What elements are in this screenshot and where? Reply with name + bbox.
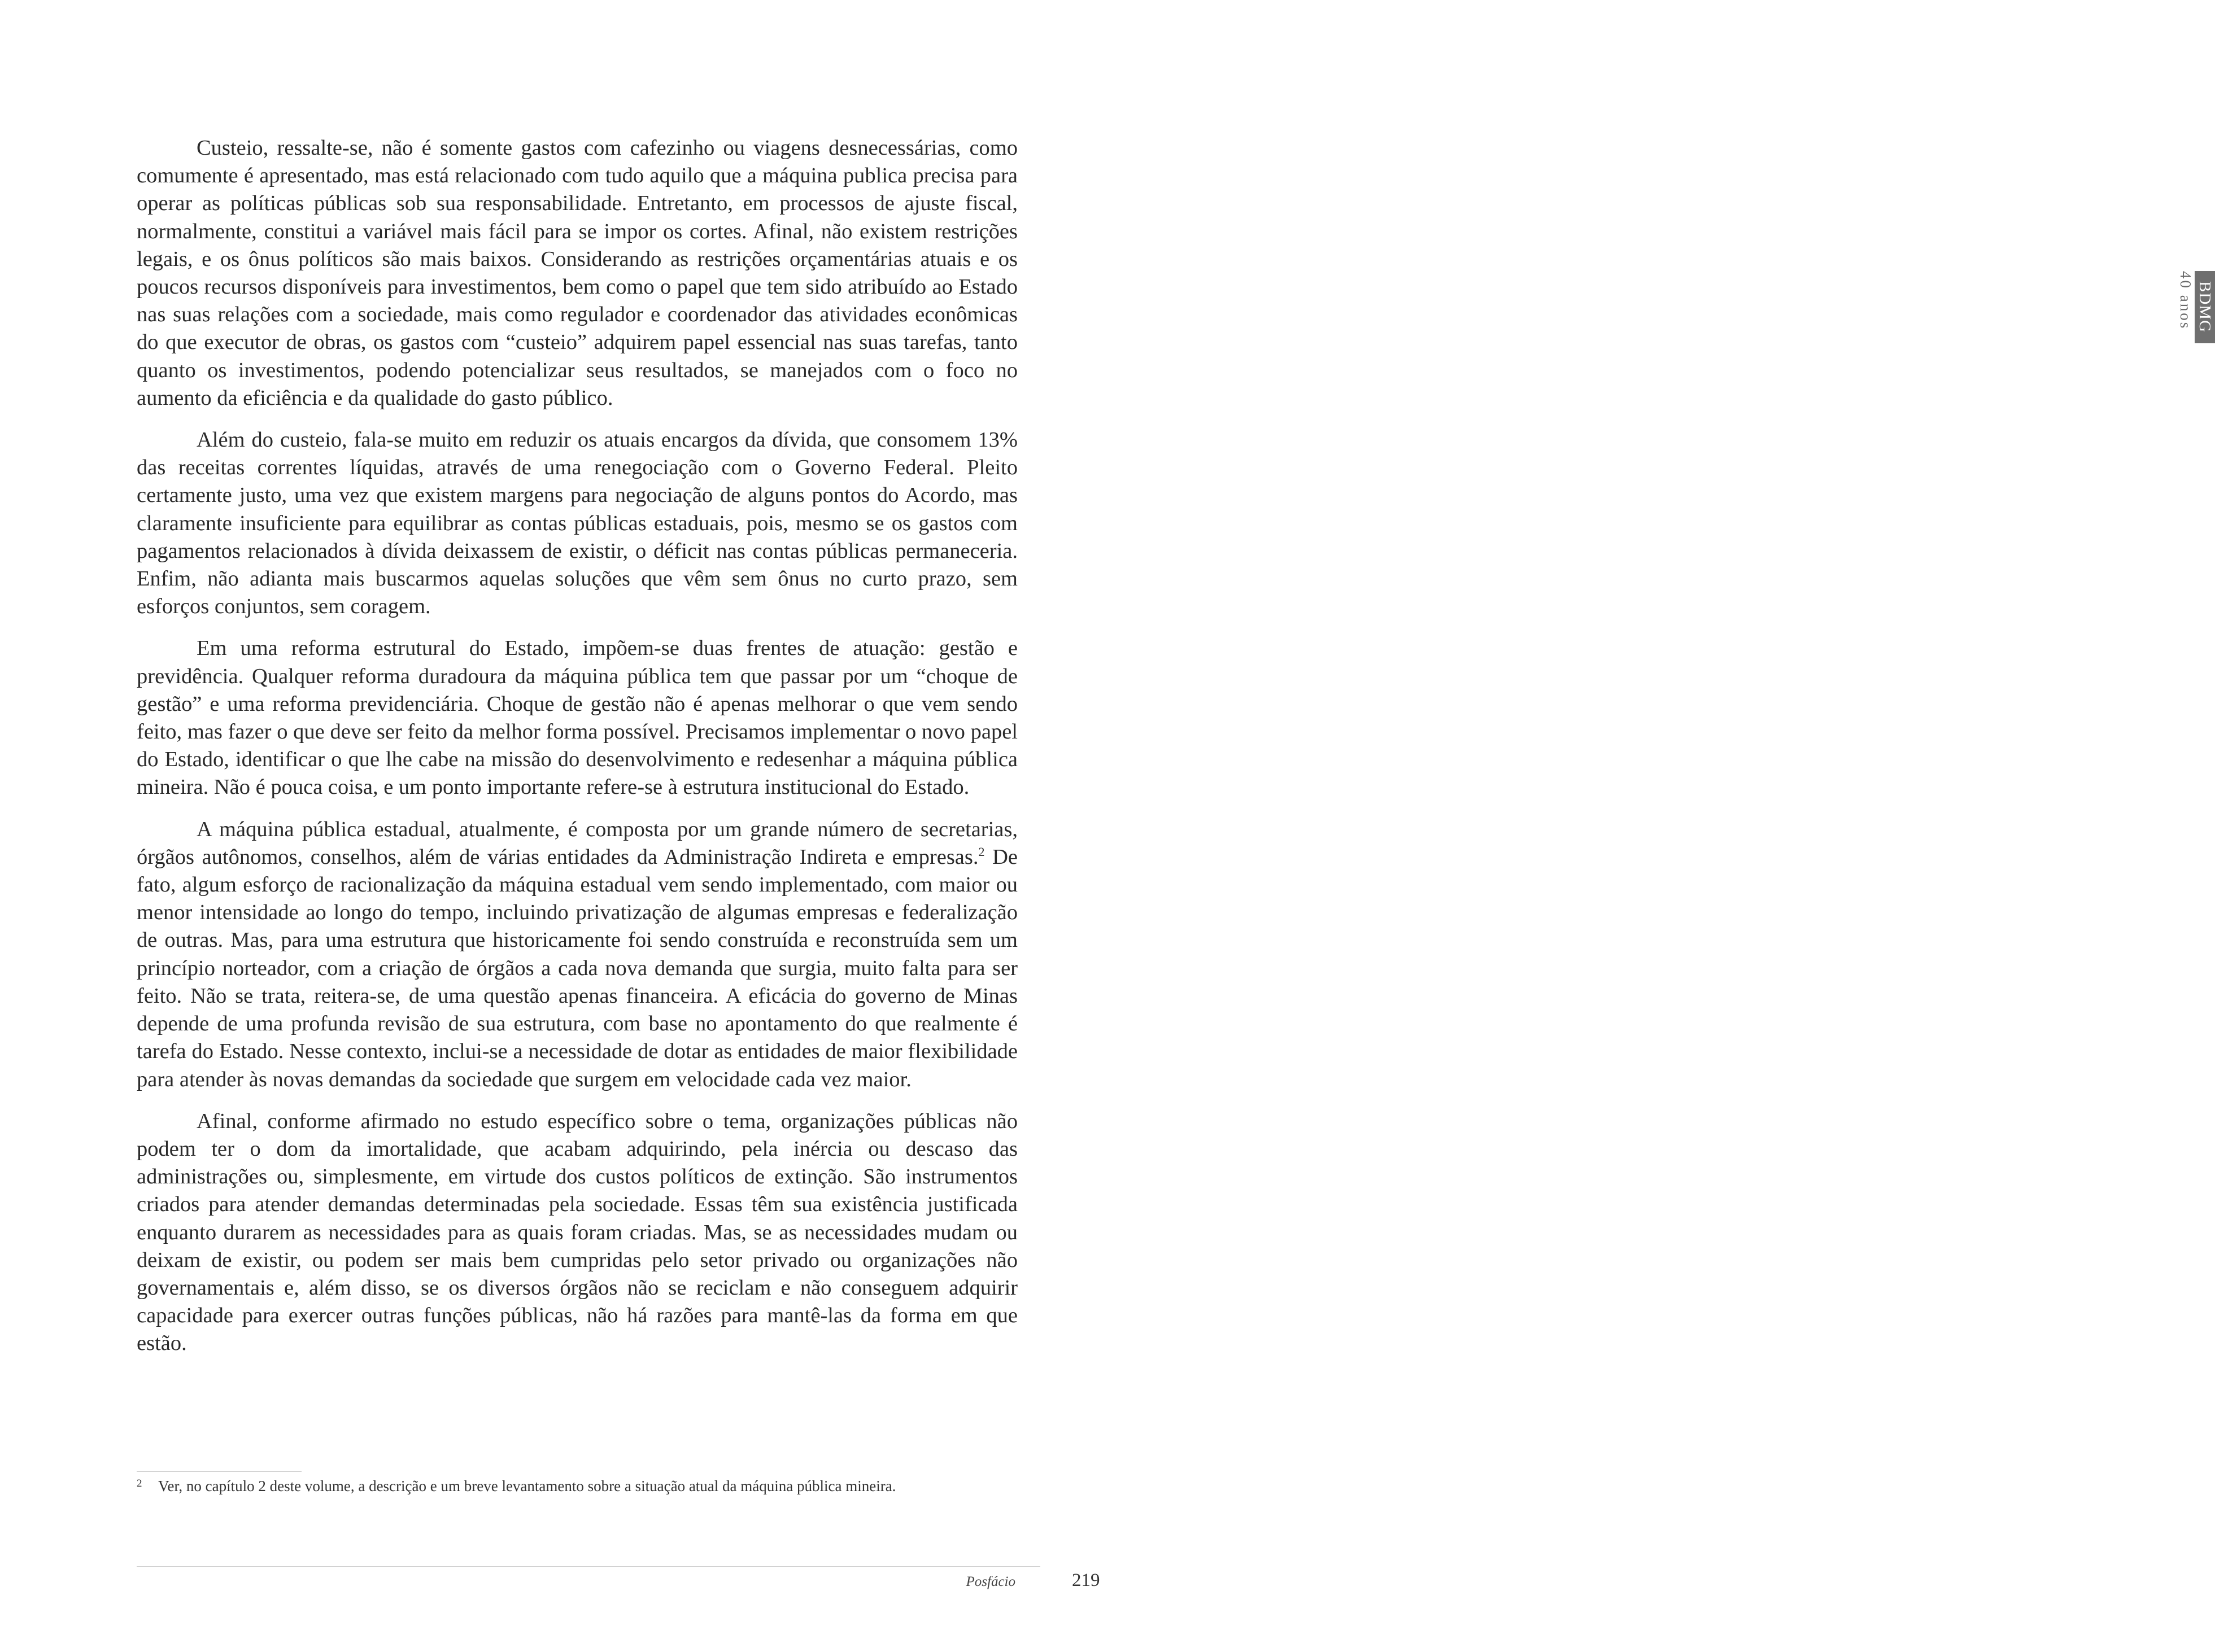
footnote-divider [137, 1471, 302, 1472]
body-text [137, 134, 1018, 1372]
anniversary-label: 40 anos [2177, 271, 2194, 330]
footnote-text: Ver, no capítulo 2 deste volume, a descrição e um breve levantamento sobre a situação atual da máquina pública mineira. [158, 1478, 896, 1494]
paragraph-4 [137, 816, 1018, 1094]
paragraph-4-text-before-note: A máquina pública estadual, atualmente, é composta por um grande número de secretarias, órgãos autônomos, conselhos, além de várias entidades da Administração Indireta e empresas. [137, 817, 1018, 869]
paragraph-3: Em uma reforma estrutural do Estado, impõem-se duas frentes de atuação: gestão e previdência. Qualquer reforma duradoura da máquina pública tem que passar por um “choque de gestão” e uma reforma previdenciária. Choque de gestão não é apenas melhorar o que vem sendo feito, mas fazer o que deve ser feito da melhor forma possível. Precisamos implementar o novo papel do Estado, identificar o que lhe cabe na missão do desenvolvimento e redesenhar a máquina pública mineira. Não é pouca coisa, e um ponto importante refere-se à estrutura institucional do Estado. [137, 636, 1018, 799]
running-head: Posfácio [966, 1574, 1015, 1589]
footnote [137, 1476, 1018, 1496]
brand-badge: BDMG [2195, 271, 2215, 343]
footer-divider [137, 1566, 1040, 1567]
footnote-reference[interactable]: 2 [978, 845, 985, 859]
paragraph-1: Custeio, ressalte-se, não é somente gastos com cafezinho ou viagens desnecessárias, como comumente é apresentado, mas está relacionado com tudo aquilo que a máquina publica precisa para operar as políticas públicas sob sua responsabilidade. Entretanto, em processos de ajuste fiscal, normalmente, constitui a variável mais fácil para se impor os cortes. Afinal, não existem restrições legais, e os ônus políticos são mais baixos. Considerando as restrições orçamentárias atuais e os poucos recursos disponíveis para investimentos, bem como o papel que tem sido atribuído ao Estado nas suas relações com a sociedade, mais como regulador e coordenador das atividades econômicas do que executor de obras, os gastos com “custeio” adquirem papel essencial nas suas tarefas, tanto quanto os investimentos, podendo potencializar seus resultados, se manejados com o foco no aumento da eficiência e da qualidade do gasto público. [137, 136, 1018, 410]
page-number: 219 [1072, 1570, 1100, 1590]
footnote-marker: 2 [137, 1478, 142, 1489]
paragraph-4-text-after-note: De fato, algum esforço de racionalização da máquina estadual vem sendo implementado, com maior ou menor intensidade ao longo do tempo, incluindo privatização de algumas empresas e federalização de outras. Mas, para uma estrutura que historicamente foi sendo construída e reconstruída sem um princípio norteador, com a criação de órgãos a cada nova demanda que surgia, muito falta para ser feito. Não se trata, reitera-se, de uma questão apenas financeira. A eficácia do governo de Minas depende de uma profunda revisão de sua estrutura, com base no apontamento do que realmente é tarefa do Estado. Nesse contexto, inclui-se a necessidade de dotar as entidades de maior flexibilidade para atender às novas demandas da sociedade que surgem em velocidade cada vez maior. [137, 845, 1018, 1091]
side-tab [1089, 136, 2214, 333]
paragraph-2: Além do custeio, fala-se muito em reduzir os atuais encargos da dívida, que consomem 13% das receitas correntes líquidas, através de uma renegociação com o Governo Federal. Pleito certamente justo, uma vez que existem margens para negociação de alguns pontos do Acordo, mas claramente insuficiente para equilibrar as contas públicas estaduais, pois, mesmo se os gastos com pagamentos relacionados à dívida deixassem de existir, o déficit nas contas públicas permaneceria. Enfim, não adianta mais buscarmos aquelas soluções que vêm sem ônus no curto prazo, sem esforços conjuntos, sem coragem. [137, 428, 1018, 619]
paragraph-5: Afinal, conforme afirmado no estudo específico sobre o tema, organizações públicas não podem ter o dom da imortalidade, que acabam adquirindo, pela inércia ou descaso das administrações ou, simplesmente, em virtude dos custos políticos de extinção. São instrumentos criados para atender demandas determinadas pela sociedade. Essas têm sua existência justificada enquanto durarem as necessidades para as quais foram criadas. Mas, se as necessidades mudam ou deixam de existir, ou podem ser mais bem cumpridas pelo setor privado ou organizações não governamentais e, além disso, se os diversos órgãos não se reciclam e não conseguem adquirir capacidade para exercer outras funções públicas, não há razões para mantê-las da forma em que estão. [137, 1109, 1018, 1356]
